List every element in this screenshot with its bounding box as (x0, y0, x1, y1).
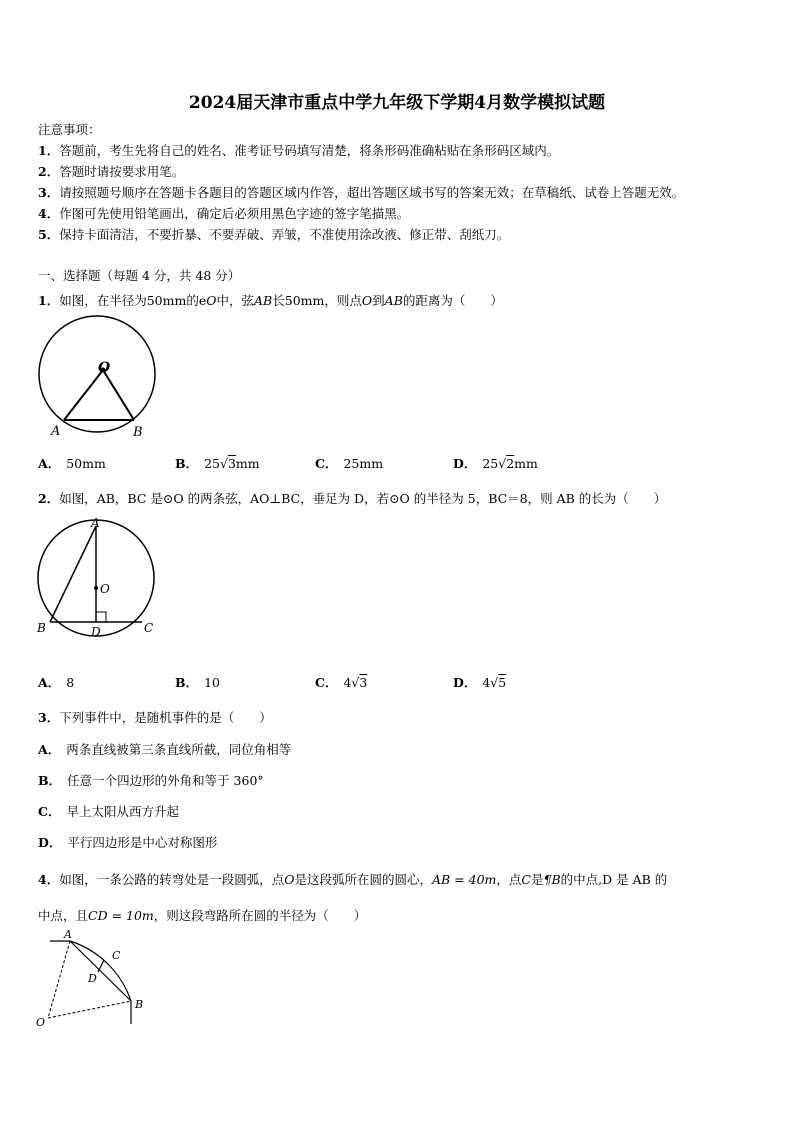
notice-item: 2．答题时请按要求用笔。 (38, 164, 185, 179)
q4-figure (32, 926, 157, 1036)
q3-option-a[interactable]: A． 两条直线被第三条直线所截，同位角相等 (38, 742, 292, 757)
q2-option-c[interactable]: C． 4√3 (315, 675, 368, 690)
q2-label-d: D (91, 625, 101, 639)
notice-item: 4．作图可先使用铅笔画出，确定后必须用黑色字迹的签字笔描黑。 (38, 206, 410, 221)
question-1: 1．如图，在半径为50mm的eO中，弦AB长50mm，则点O到AB的距离为（ ） (38, 293, 503, 308)
notice-heading: 注意事项： (38, 122, 101, 137)
q4-label-a: A (64, 928, 72, 941)
q1-option-a[interactable]: A． 50mm (38, 456, 106, 471)
q2-center-dot (94, 586, 98, 590)
q2-label-a: A (91, 516, 100, 530)
question-3: 3．下列事件中，是随机事件的是（ ） (38, 710, 272, 725)
q1-option-c[interactable]: C． 25mm (315, 456, 384, 471)
q2-figure (30, 512, 160, 647)
q2-label-b: B (37, 621, 46, 635)
q1-option-d[interactable]: D． 25√2mm (453, 456, 538, 471)
q4-chord-ab (70, 941, 131, 1001)
q3-option-b[interactable]: B． 任意一个四边形的外角和等于 360° (38, 773, 264, 788)
q1-segment-oa (64, 370, 103, 420)
q2-right-angle-mark (96, 612, 106, 622)
question-2: 2．如图，AB，BC 是⊙O 的两条弦，AO⊥BC，垂足为 D，若⊙O 的半径为 5，BC＝8，则 AB 的长为（ ） (38, 491, 667, 506)
q2-label-o: O (100, 582, 110, 596)
notice-item: 5．保持卡面清洁，不要折暴、不要弄破、弄皱，不准使用涂改液、修正带、刮纸刀。 (38, 227, 510, 242)
q1-circle (39, 316, 155, 432)
q4-label-c: C (112, 949, 121, 962)
question-4-line-2: 中点，且CD = 10m，则这段弯路所在圆的半径为（ ） (38, 908, 367, 923)
q4-radius-oa (48, 941, 70, 1018)
q1-option-b[interactable]: B． 25√3mm (175, 456, 260, 471)
q4-label-b: B (135, 998, 144, 1011)
q1-label-a: A (51, 424, 61, 439)
q3-option-c[interactable]: C． 早上太阳从西方升起 (38, 804, 179, 819)
q3-option-d[interactable]: D． 平行四边形是中心对称图形 (38, 835, 218, 850)
q2-option-d[interactable]: D． 4√5 (453, 675, 507, 690)
q4-segment-cd (98, 960, 104, 972)
q2-segment-ab (50, 526, 96, 622)
q1-label-b: B (133, 425, 143, 440)
q1-figure (34, 312, 164, 442)
q1-segment-ob (103, 370, 134, 420)
q2-label-c: C (144, 621, 154, 635)
page-title: 2024届天津市重点中学九年级下学期4月数学模拟试题 (188, 93, 606, 113)
notice-item: 3．请按照题号顺序在答题卡各题目的答题区域内作答，超出答题区域书写的答案无效；在草稿纸、试卷上答题无效。 (38, 185, 685, 200)
q2-option-b[interactable]: B． 10 (175, 675, 220, 690)
section-heading: 一、选择题（每题 4 分，共 48 分） (38, 268, 241, 283)
q4-label-o: O (36, 1016, 46, 1029)
q4-radius-ob (48, 1001, 131, 1018)
q4-label-d: D (88, 972, 97, 985)
q1-label-o: O (98, 360, 111, 376)
question-4-line-1: 4．如图，一条公路的转弯处是一段圆弧，点O是这段弧所在圆的圆心，AB = 40m，点C是¶B的中点,D 是 AB 的 (38, 872, 668, 887)
notice-item: 1．答题前，考生先将自己的姓名、准考证号码填写清楚，将条形码准确粘贴在条形码区域内。 (38, 143, 560, 158)
q2-option-a[interactable]: A． 8 (38, 675, 75, 690)
